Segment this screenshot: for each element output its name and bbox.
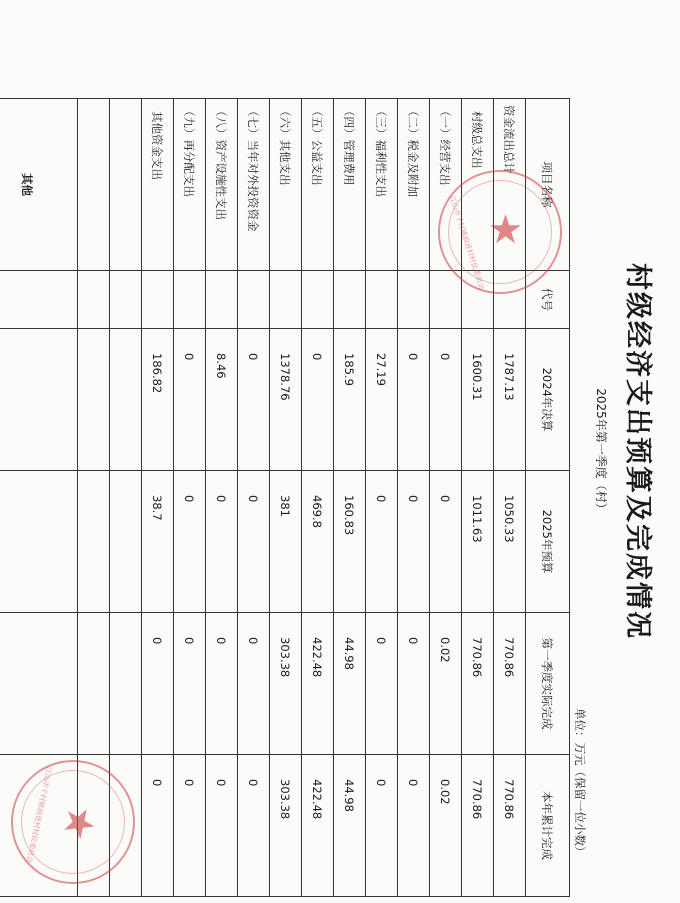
row-name: （七）当年对外投资资金 [238,99,270,271]
table-row [142,99,174,897]
row-ytd: 0 [366,755,398,897]
row-code [366,271,398,329]
row-2025-budget: 0 [206,471,238,613]
header-q1-actual: 第一季度实际完成 [526,613,570,755]
table-row [206,99,238,897]
table-row [238,99,270,897]
row-q1-actual: 0 [238,613,270,755]
header-code: 代号 [526,271,570,329]
row-2024-final: 1378.76 [270,329,302,471]
row-code [270,271,302,329]
row-ytd: 303.38 [270,755,302,897]
row-code [78,271,110,329]
row-q1-actual: 303.38 [270,613,302,755]
row-name: 资金流出总计 [494,99,526,271]
row-2024-final [78,329,110,471]
row-code [238,271,270,329]
row-ytd: 0 [206,755,238,897]
header-2025-budget: 2025年预算 [526,471,570,613]
row-2025-budget: 0 [174,471,206,613]
row-name: （八）资产设施性支出 [206,99,238,271]
table-row [398,99,430,897]
row-q1-actual: 770.86 [494,613,526,755]
row-q1-actual: 0 [174,613,206,755]
row-name: （五）公益支出 [302,99,334,271]
row-2025-budget [110,471,142,613]
row-2024-final: 0 [302,329,334,471]
row-ytd: 0.02 [430,755,462,897]
table-row [270,99,302,897]
row-ytd: 0 [238,755,270,897]
row-ytd: 0 [174,755,206,897]
table-cell [0,329,78,471]
row-2025-budget: 160.83 [334,471,366,613]
row-name: （九）再分配支出 [174,99,206,271]
table-row [302,99,334,897]
row-2025-budget: 0 [238,471,270,613]
row-name [110,99,142,271]
row-ytd: 422.48 [302,755,334,897]
table-cell [0,471,78,613]
row-code [398,271,430,329]
row-q1-actual: 770.86 [462,613,494,755]
row-2025-budget: 1050.33 [494,471,526,613]
row-q1-actual: 0 [398,613,430,755]
row-2025-budget: 0 [366,471,398,613]
row-code [302,271,334,329]
row-ytd: 0 [398,755,430,897]
row-name [78,99,110,271]
row-ytd: 0 [142,755,174,897]
row-2024-final: 186.82 [142,329,174,471]
document-subtitle: 2025年第一季度（村） [594,388,608,515]
row-ytd: 44.98 [334,755,366,897]
row-q1-actual: 0 [142,613,174,755]
row-name: （一）经营支出 [430,99,462,271]
seal-star-icon: ★ [478,205,534,255]
row-code [334,271,366,329]
table-row [334,99,366,897]
unit-note: 单位：万元（保留一位小数） [573,708,587,858]
row-2024-final: 1600.31 [462,329,494,471]
row-q1-actual [78,613,110,755]
row-q1-actual: 0 [206,613,238,755]
row-2025-budget [78,471,110,613]
row-2024-final: 185.9 [334,329,366,471]
row-q1-actual: 422.48 [302,613,334,755]
row-name: 村级总支出 [462,99,494,271]
row-2025-budget: 469.8 [302,471,334,613]
row-2024-final [110,329,142,471]
row-2025-budget: 38.7 [142,471,174,613]
table-cell [0,613,78,755]
header-2024-final: 2024年决算 [526,329,570,471]
row-name: 其他资金支出 [142,99,174,271]
seal-star-icon: ★ [52,800,106,846]
row-2024-final: 1787.13 [494,329,526,471]
other-label: 其他 [0,99,78,271]
row-ytd: 770.86 [494,755,526,897]
seal-text: 江山市千村镇前进村村民委员会 [24,765,53,864]
row-code [142,271,174,329]
row-2025-budget: 381 [270,471,302,613]
row-name: （三）福利性支出 [366,99,398,271]
table-cell [0,271,78,329]
header-item: 项目名称 [526,99,570,271]
row-name: （四）管理费用 [334,99,366,271]
row-name: （六）其他支出 [270,99,302,271]
row-2024-final: 0 [430,329,462,471]
row-2025-budget: 1011.63 [462,471,494,613]
row-2024-final: 0 [174,329,206,471]
row-2024-final: 0 [398,329,430,471]
row-code [110,271,142,329]
row-q1-actual: 44.98 [334,613,366,755]
row-code [430,271,462,329]
row-q1-actual [110,613,142,755]
row-2024-final: 8.46 [206,329,238,471]
row-ytd: 770.86 [462,755,494,897]
table-row [366,99,398,897]
row-2024-final: 0 [238,329,270,471]
row-2025-budget: 0 [398,471,430,613]
row-2024-final: 27.19 [366,329,398,471]
document-title: 村级经济支出预算及完成情况 [622,263,653,640]
row-q1-actual: 0 [366,613,398,755]
header-ytd: 本年累计完成 [526,755,570,897]
table-row [174,99,206,897]
row-2025-budget: 0 [430,471,462,613]
seal-text: 江山市千村镇前进村村民委员会 [447,194,486,291]
row-code [174,271,206,329]
row-code [206,271,238,329]
row-name: （二）税金及附加 [398,99,430,271]
row-q1-actual: 0.02 [430,613,462,755]
